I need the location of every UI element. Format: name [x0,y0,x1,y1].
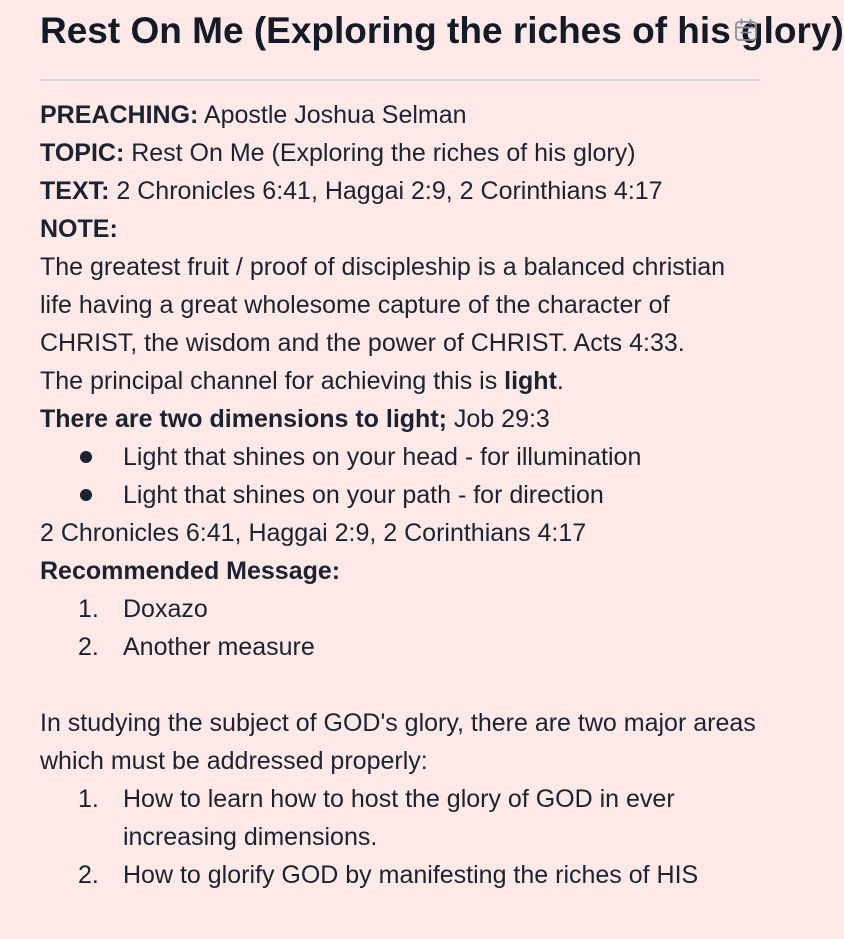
list-item-text: How to learn how to host the glory of GOD in ever increasing dimensions. [123,785,675,851]
scripture-refs: 2 Chronicles 6:41, Haggai 2:9, 2 Corinthians 4:17 [40,519,587,547]
bullet-icon [80,451,92,463]
dimensions-line [40,400,760,438]
list-item [40,438,760,476]
list-item-text: Another measure [123,633,315,661]
text-line [40,172,760,210]
list-item [40,780,760,856]
list-number: 2. [78,861,99,889]
light-bold: light [504,367,557,395]
text-value: 2 Chronicles 6:41, Haggai 2:9, 2 Corinthians 4:17 [109,177,663,205]
list-item [40,628,760,666]
preaching-value: Apostle Joshua Selman [198,101,467,129]
note-body [40,96,760,894]
bullet-icon [80,489,92,501]
text-label: TEXT: [40,177,110,205]
blank-line [40,666,760,704]
dimensions-ref: Job 29:3 [446,405,550,433]
note-header [0,0,844,80]
paragraph-light [40,362,760,400]
paragraph-discipleship: The greatest fruit / proof of discipleship is a balanced christian life having a great wholesome capture of the character of CHRIST, the wisdom and the power of CHRIST. Acts 4:33. [40,253,726,357]
study-list [40,780,760,894]
study-intro: In studying the subject of GOD's glory, there are two major areas which must be addressed properly: [40,709,756,775]
note-label-line [40,210,760,248]
list-number: 1. [78,595,99,623]
preaching-label: PREACHING: [40,101,199,129]
calendar-icon[interactable] [733,17,759,43]
topic-line [40,134,760,172]
topic-value: Rest On Me (Exploring the riches of his glory) [124,139,636,167]
light-suffix: . [556,367,564,395]
recommended-line [40,552,760,590]
topic-label: TOPIC: [40,139,125,167]
list-number: 1. [78,785,99,813]
note-title: Rest On Me (Exploring the riches of his glory) [40,10,844,51]
dimensions-bold: There are two dimensions to light; [40,405,447,433]
light-prefix: The principal channel for achieving this is [40,367,505,395]
preaching-line [40,96,760,134]
list-item-text: How to glorify GOD by manifesting the riches of HIS [123,861,699,889]
list-item [40,590,760,628]
list-item [40,856,760,894]
list-number: 2. [78,633,99,661]
recommended-list [40,590,760,666]
list-item [40,476,760,514]
list-item-text: Doxazo [123,595,208,623]
light-dimensions-list [40,438,760,514]
list-item-text: Light that shines on your head - for illumination [123,443,642,471]
recommended-label: Recommended Message: [40,557,341,585]
note-label: NOTE: [40,215,118,243]
list-item-text: Light that shines on your path - for direction [123,481,604,509]
header-divider [40,79,760,81]
